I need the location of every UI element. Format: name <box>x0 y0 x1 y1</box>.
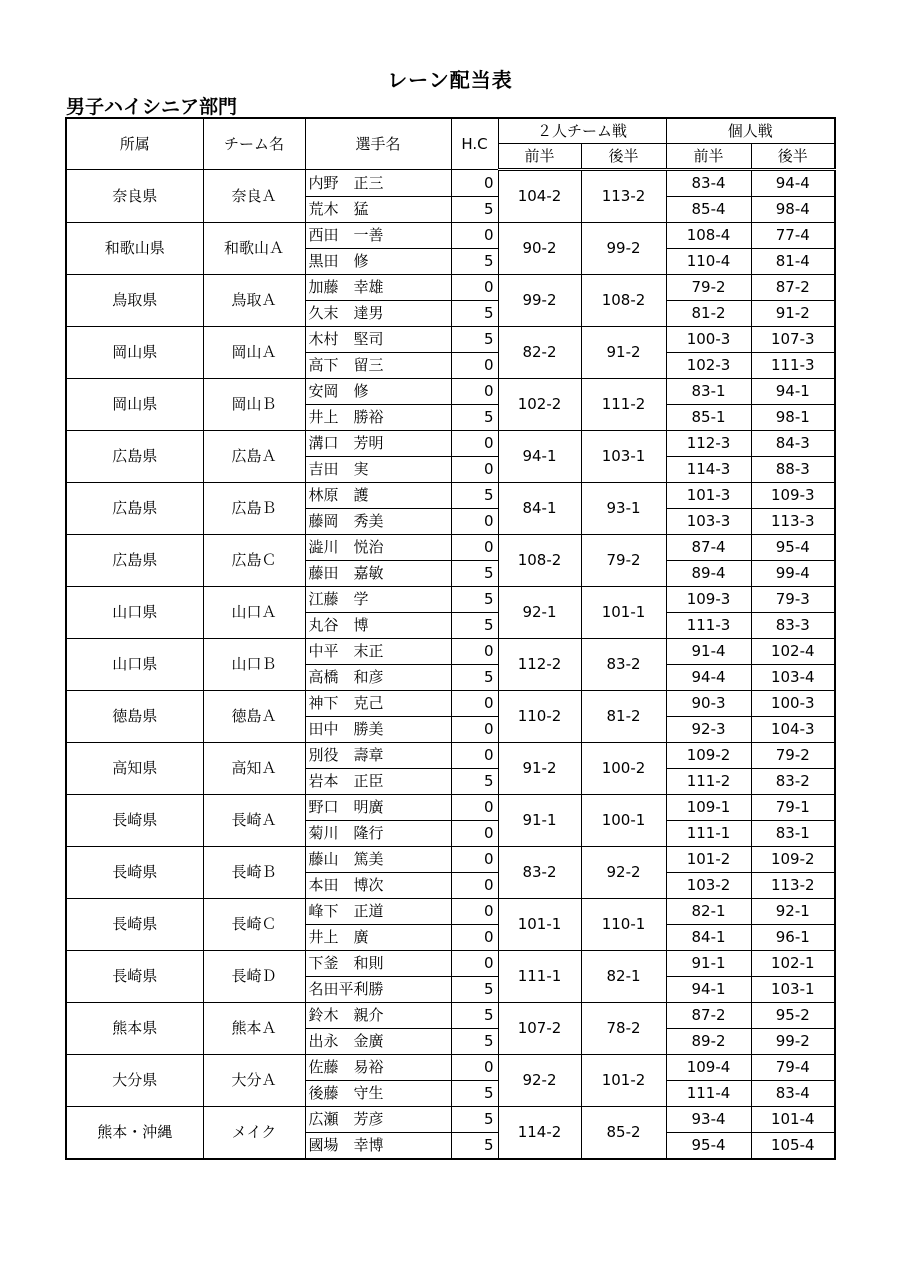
team-name-cell: 山口Ｂ <box>203 639 305 691</box>
team-first-half-cell: 111-1 <box>498 951 581 1003</box>
team-second-half-cell: 93-1 <box>581 483 666 535</box>
header-individual-first-half: 前半 <box>666 144 751 170</box>
hc-cell: 5 <box>451 327 498 353</box>
individual-first-half-cell: 103-3 <box>666 509 751 535</box>
player-name-cell: 澁川 悦治 <box>305 535 451 561</box>
affiliation-cell: 長崎県 <box>66 951 203 1003</box>
individual-second-half-cell: 99-4 <box>751 561 835 587</box>
header-affiliation: 所属 <box>66 118 203 170</box>
individual-first-half-cell: 101-2 <box>666 847 751 873</box>
individual-second-half-cell: 83-1 <box>751 821 835 847</box>
individual-second-half-cell: 107-3 <box>751 327 835 353</box>
table-row <box>66 951 835 977</box>
team-second-half-cell: 82-1 <box>581 951 666 1003</box>
individual-second-half-cell: 113-3 <box>751 509 835 535</box>
player-name-cell: 林原 護 <box>305 483 451 509</box>
hc-cell: 5 <box>451 561 498 587</box>
team-first-half-cell: 99-2 <box>498 275 581 327</box>
hc-cell: 0 <box>451 717 498 743</box>
individual-first-half-cell: 111-2 <box>666 769 751 795</box>
team-first-half-cell: 91-2 <box>498 743 581 795</box>
table-row <box>66 1107 835 1133</box>
individual-second-half-cell: 102-4 <box>751 639 835 665</box>
team-second-half-cell: 101-2 <box>581 1055 666 1107</box>
team-name-cell: 広島Ｃ <box>203 535 305 587</box>
table-body <box>66 170 835 1160</box>
team-name-cell: 熊本Ａ <box>203 1003 305 1055</box>
individual-second-half-cell: 92-1 <box>751 899 835 925</box>
affiliation-cell: 徳島県 <box>66 691 203 743</box>
individual-first-half-cell: 92-3 <box>666 717 751 743</box>
individual-first-half-cell: 109-3 <box>666 587 751 613</box>
affiliation-cell: 大分県 <box>66 1055 203 1107</box>
affiliation-cell: 長崎県 <box>66 847 203 899</box>
section-title: 男子ハイシニア部門 <box>66 96 238 118</box>
player-name-cell: 藤岡 秀美 <box>305 509 451 535</box>
individual-second-half-cell: 100-3 <box>751 691 835 717</box>
player-name-cell: 加藤 幸雄 <box>305 275 451 301</box>
individual-first-half-cell: 82-1 <box>666 899 751 925</box>
individual-second-half-cell: 87-2 <box>751 275 835 301</box>
team-name-cell: 岡山Ｂ <box>203 379 305 431</box>
affiliation-cell: 熊本県 <box>66 1003 203 1055</box>
individual-second-half-cell: 88-3 <box>751 457 835 483</box>
hc-cell: 0 <box>451 795 498 821</box>
individual-second-half-cell: 105-4 <box>751 1133 835 1160</box>
table-row <box>66 275 835 301</box>
hc-cell: 0 <box>451 743 498 769</box>
individual-second-half-cell: 101-4 <box>751 1107 835 1133</box>
individual-first-half-cell: 85-4 <box>666 197 751 223</box>
team-name-cell: 徳島Ａ <box>203 691 305 743</box>
player-name-cell: 田中 勝美 <box>305 717 451 743</box>
header-individual-second-half: 後半 <box>751 144 835 170</box>
table-row <box>66 847 835 873</box>
team-first-half-cell: 90-2 <box>498 223 581 275</box>
team-name-cell: 大分Ａ <box>203 1055 305 1107</box>
hc-cell: 5 <box>451 483 498 509</box>
header-player: 選手名 <box>305 118 451 170</box>
individual-second-half-cell: 113-2 <box>751 873 835 899</box>
player-name-cell: 藤山 篤美 <box>305 847 451 873</box>
header-individual: 個人戦 <box>666 118 835 144</box>
individual-second-half-cell: 77-4 <box>751 223 835 249</box>
individual-first-half-cell: 102-3 <box>666 353 751 379</box>
team-first-half-cell: 108-2 <box>498 535 581 587</box>
individual-second-half-cell: 83-2 <box>751 769 835 795</box>
individual-second-half-cell: 104-3 <box>751 717 835 743</box>
team-first-half-cell: 107-2 <box>498 1003 581 1055</box>
individual-first-half-cell: 84-1 <box>666 925 751 951</box>
individual-first-half-cell: 95-4 <box>666 1133 751 1160</box>
table-row <box>66 639 835 665</box>
team-second-half-cell: 101-1 <box>581 587 666 639</box>
team-second-half-cell: 79-2 <box>581 535 666 587</box>
team-name-cell: 高知Ａ <box>203 743 305 795</box>
team-name-cell: 長崎Ｂ <box>203 847 305 899</box>
team-first-half-cell: 84-1 <box>498 483 581 535</box>
individual-second-half-cell: 81-4 <box>751 249 835 275</box>
player-name-cell: 内野 正三 <box>305 170 451 197</box>
table-row <box>66 743 835 769</box>
header-team-battle: ２人チーム戦 <box>498 118 666 144</box>
team-first-half-cell: 92-2 <box>498 1055 581 1107</box>
hc-cell: 0 <box>451 899 498 925</box>
affiliation-cell: 山口県 <box>66 639 203 691</box>
team-second-half-cell: 78-2 <box>581 1003 666 1055</box>
individual-first-half-cell: 90-3 <box>666 691 751 717</box>
player-name-cell: 中平 末正 <box>305 639 451 665</box>
table-row <box>66 379 835 405</box>
affiliation-cell: 熊本・沖縄 <box>66 1107 203 1160</box>
hc-cell: 5 <box>451 613 498 639</box>
individual-first-half-cell: 87-4 <box>666 535 751 561</box>
player-name-cell: 神下 克己 <box>305 691 451 717</box>
team-second-half-cell: 111-2 <box>581 379 666 431</box>
individual-second-half-cell: 103-1 <box>751 977 835 1003</box>
player-name-cell: 木村 堅司 <box>305 327 451 353</box>
hc-cell: 0 <box>451 847 498 873</box>
hc-cell: 0 <box>451 1055 498 1081</box>
table-row <box>66 483 835 509</box>
team-first-half-cell: 114-2 <box>498 1107 581 1160</box>
hc-cell: 5 <box>451 249 498 275</box>
individual-second-half-cell: 79-1 <box>751 795 835 821</box>
team-second-half-cell: 92-2 <box>581 847 666 899</box>
player-name-cell: 菊川 隆行 <box>305 821 451 847</box>
hc-cell: 0 <box>451 535 498 561</box>
affiliation-cell: 鳥取県 <box>66 275 203 327</box>
player-name-cell: 本田 博次 <box>305 873 451 899</box>
individual-second-half-cell: 94-4 <box>751 170 835 197</box>
affiliation-cell: 広島県 <box>66 431 203 483</box>
table-row <box>66 1055 835 1081</box>
team-first-half-cell: 83-2 <box>498 847 581 899</box>
individual-first-half-cell: 81-2 <box>666 301 751 327</box>
team-second-half-cell: 113-2 <box>581 170 666 223</box>
team-name-cell: 岡山Ａ <box>203 327 305 379</box>
individual-second-half-cell: 83-4 <box>751 1081 835 1107</box>
team-name-cell: 広島Ｂ <box>203 483 305 535</box>
team-second-half-cell: 85-2 <box>581 1107 666 1160</box>
individual-first-half-cell: 109-4 <box>666 1055 751 1081</box>
table-row <box>66 795 835 821</box>
individual-second-half-cell: 102-1 <box>751 951 835 977</box>
individual-first-half-cell: 109-1 <box>666 795 751 821</box>
team-first-half-cell: 101-1 <box>498 899 581 951</box>
hc-cell: 0 <box>451 431 498 457</box>
table-row <box>66 1003 835 1029</box>
table-row <box>66 223 835 249</box>
hc-cell: 5 <box>451 1003 498 1029</box>
individual-second-half-cell: 98-1 <box>751 405 835 431</box>
team-name-cell: メイク <box>203 1107 305 1160</box>
team-name-cell: 奈良Ａ <box>203 170 305 223</box>
team-first-half-cell: 91-1 <box>498 795 581 847</box>
individual-first-half-cell: 112-3 <box>666 431 751 457</box>
affiliation-cell: 広島県 <box>66 483 203 535</box>
individual-first-half-cell: 100-3 <box>666 327 751 353</box>
team-second-half-cell: 99-2 <box>581 223 666 275</box>
hc-cell: 5 <box>451 587 498 613</box>
header-team-first-half: 前半 <box>498 144 581 170</box>
hc-cell: 5 <box>451 977 498 1003</box>
player-name-cell: 丸谷 博 <box>305 613 451 639</box>
team-second-half-cell: 103-1 <box>581 431 666 483</box>
individual-first-half-cell: 79-2 <box>666 275 751 301</box>
player-name-cell: 江藤 学 <box>305 587 451 613</box>
team-name-cell: 長崎Ｃ <box>203 899 305 951</box>
player-name-cell: 岩本 正臣 <box>305 769 451 795</box>
team-first-half-cell: 104-2 <box>498 170 581 223</box>
hc-cell: 5 <box>451 665 498 691</box>
individual-second-half-cell: 79-3 <box>751 587 835 613</box>
individual-second-half-cell: 84-3 <box>751 431 835 457</box>
team-second-half-cell: 100-2 <box>581 743 666 795</box>
lane-assignment-table <box>65 117 836 1160</box>
player-name-cell: 出永 金廣 <box>305 1029 451 1055</box>
player-name-cell: 別役 壽章 <box>305 743 451 769</box>
individual-second-half-cell: 111-3 <box>751 353 835 379</box>
team-second-half-cell: 100-1 <box>581 795 666 847</box>
hc-cell: 0 <box>451 639 498 665</box>
team-first-half-cell: 110-2 <box>498 691 581 743</box>
affiliation-cell: 岡山県 <box>66 379 203 431</box>
affiliation-cell: 長崎県 <box>66 795 203 847</box>
player-name-cell: 後藤 守生 <box>305 1081 451 1107</box>
hc-cell: 0 <box>451 379 498 405</box>
individual-second-half-cell: 79-2 <box>751 743 835 769</box>
team-second-half-cell: 91-2 <box>581 327 666 379</box>
individual-first-half-cell: 89-2 <box>666 1029 751 1055</box>
hc-cell: 0 <box>451 170 498 197</box>
individual-second-half-cell: 79-4 <box>751 1055 835 1081</box>
player-name-cell: 黒田 修 <box>305 249 451 275</box>
hc-cell: 5 <box>451 301 498 327</box>
affiliation-cell: 山口県 <box>66 587 203 639</box>
individual-first-half-cell: 94-4 <box>666 665 751 691</box>
hc-cell: 0 <box>451 873 498 899</box>
hc-cell: 5 <box>451 197 498 223</box>
individual-second-half-cell: 94-1 <box>751 379 835 405</box>
player-name-cell: 久末 達男 <box>305 301 451 327</box>
individual-second-half-cell: 103-4 <box>751 665 835 691</box>
affiliation-cell: 岡山県 <box>66 327 203 379</box>
player-name-cell: 名田平利勝 <box>305 977 451 1003</box>
document-title: レーン配当表 <box>387 68 513 92</box>
individual-first-half-cell: 114-3 <box>666 457 751 483</box>
affiliation-cell: 長崎県 <box>66 899 203 951</box>
team-second-half-cell: 81-2 <box>581 691 666 743</box>
team-first-half-cell: 92-1 <box>498 587 581 639</box>
player-name-cell: 佐藤 易裕 <box>305 1055 451 1081</box>
team-first-half-cell: 112-2 <box>498 639 581 691</box>
individual-first-half-cell: 103-2 <box>666 873 751 899</box>
individual-first-half-cell: 85-1 <box>666 405 751 431</box>
hc-cell: 0 <box>451 951 498 977</box>
player-name-cell: 峰下 正道 <box>305 899 451 925</box>
team-name-cell: 和歌山Ａ <box>203 223 305 275</box>
individual-first-half-cell: 91-1 <box>666 951 751 977</box>
individual-first-half-cell: 93-4 <box>666 1107 751 1133</box>
team-second-half-cell: 110-1 <box>581 899 666 951</box>
individual-second-half-cell: 83-3 <box>751 613 835 639</box>
player-name-cell: 高下 留三 <box>305 353 451 379</box>
player-name-cell: 西田 一善 <box>305 223 451 249</box>
player-name-cell: 高橋 和彦 <box>305 665 451 691</box>
hc-cell: 0 <box>451 223 498 249</box>
player-name-cell: 吉田 実 <box>305 457 451 483</box>
team-name-cell: 長崎Ａ <box>203 795 305 847</box>
team-name-cell: 長崎Ｄ <box>203 951 305 1003</box>
table-row <box>66 170 835 197</box>
table-row <box>66 327 835 353</box>
hc-cell: 0 <box>451 509 498 535</box>
hc-cell: 0 <box>451 457 498 483</box>
team-name-cell: 山口Ａ <box>203 587 305 639</box>
player-name-cell: 野口 明廣 <box>305 795 451 821</box>
table-row <box>66 899 835 925</box>
hc-cell: 0 <box>451 353 498 379</box>
player-name-cell: 井上 勝裕 <box>305 405 451 431</box>
individual-first-half-cell: 94-1 <box>666 977 751 1003</box>
player-name-cell: 広瀬 芳彦 <box>305 1107 451 1133</box>
player-name-cell: 藤田 嘉敏 <box>305 561 451 587</box>
table-row <box>66 587 835 613</box>
individual-first-half-cell: 111-4 <box>666 1081 751 1107</box>
team-first-half-cell: 102-2 <box>498 379 581 431</box>
individual-second-half-cell: 98-4 <box>751 197 835 223</box>
table-row <box>66 535 835 561</box>
team-second-half-cell: 108-2 <box>581 275 666 327</box>
individual-first-half-cell: 111-3 <box>666 613 751 639</box>
player-name-cell: 荒木 猛 <box>305 197 451 223</box>
player-name-cell: 鈴木 親介 <box>305 1003 451 1029</box>
individual-second-half-cell: 91-2 <box>751 301 835 327</box>
hc-cell: 0 <box>451 821 498 847</box>
header-hc: H.C <box>451 118 498 170</box>
player-name-cell: 下釜 和則 <box>305 951 451 977</box>
individual-first-half-cell: 108-4 <box>666 223 751 249</box>
individual-second-half-cell: 95-4 <box>751 535 835 561</box>
hc-cell: 5 <box>451 1029 498 1055</box>
individual-first-half-cell: 83-1 <box>666 379 751 405</box>
team-first-half-cell: 82-2 <box>498 327 581 379</box>
affiliation-cell: 広島県 <box>66 535 203 587</box>
individual-second-half-cell: 99-2 <box>751 1029 835 1055</box>
hc-cell: 5 <box>451 1081 498 1107</box>
header-team-second-half: 後半 <box>581 144 666 170</box>
individual-second-half-cell: 96-1 <box>751 925 835 951</box>
team-name-cell: 鳥取Ａ <box>203 275 305 327</box>
individual-first-half-cell: 101-3 <box>666 483 751 509</box>
affiliation-cell: 奈良県 <box>66 170 203 223</box>
header-team: チーム名 <box>203 118 305 170</box>
hc-cell: 5 <box>451 1133 498 1160</box>
hc-cell: 5 <box>451 769 498 795</box>
player-name-cell: 溝口 芳明 <box>305 431 451 457</box>
individual-first-half-cell: 111-1 <box>666 821 751 847</box>
hc-cell: 0 <box>451 691 498 717</box>
affiliation-cell: 和歌山県 <box>66 223 203 275</box>
player-name-cell: 國場 幸博 <box>305 1133 451 1160</box>
individual-second-half-cell: 109-2 <box>751 847 835 873</box>
individual-second-half-cell: 95-2 <box>751 1003 835 1029</box>
player-name-cell: 安岡 修 <box>305 379 451 405</box>
individual-first-half-cell: 110-4 <box>666 249 751 275</box>
individual-first-half-cell: 89-4 <box>666 561 751 587</box>
hc-cell: 0 <box>451 275 498 301</box>
individual-first-half-cell: 83-4 <box>666 170 751 197</box>
individual-first-half-cell: 87-2 <box>666 1003 751 1029</box>
affiliation-cell: 高知県 <box>66 743 203 795</box>
table-row <box>66 431 835 457</box>
individual-first-half-cell: 109-2 <box>666 743 751 769</box>
individual-second-half-cell: 109-3 <box>751 483 835 509</box>
hc-cell: 5 <box>451 405 498 431</box>
hc-cell: 5 <box>451 1107 498 1133</box>
team-first-half-cell: 94-1 <box>498 431 581 483</box>
individual-first-half-cell: 91-4 <box>666 639 751 665</box>
team-second-half-cell: 83-2 <box>581 639 666 691</box>
table-row <box>66 691 835 717</box>
hc-cell: 0 <box>451 925 498 951</box>
team-name-cell: 広島Ａ <box>203 431 305 483</box>
player-name-cell: 井上 廣 <box>305 925 451 951</box>
